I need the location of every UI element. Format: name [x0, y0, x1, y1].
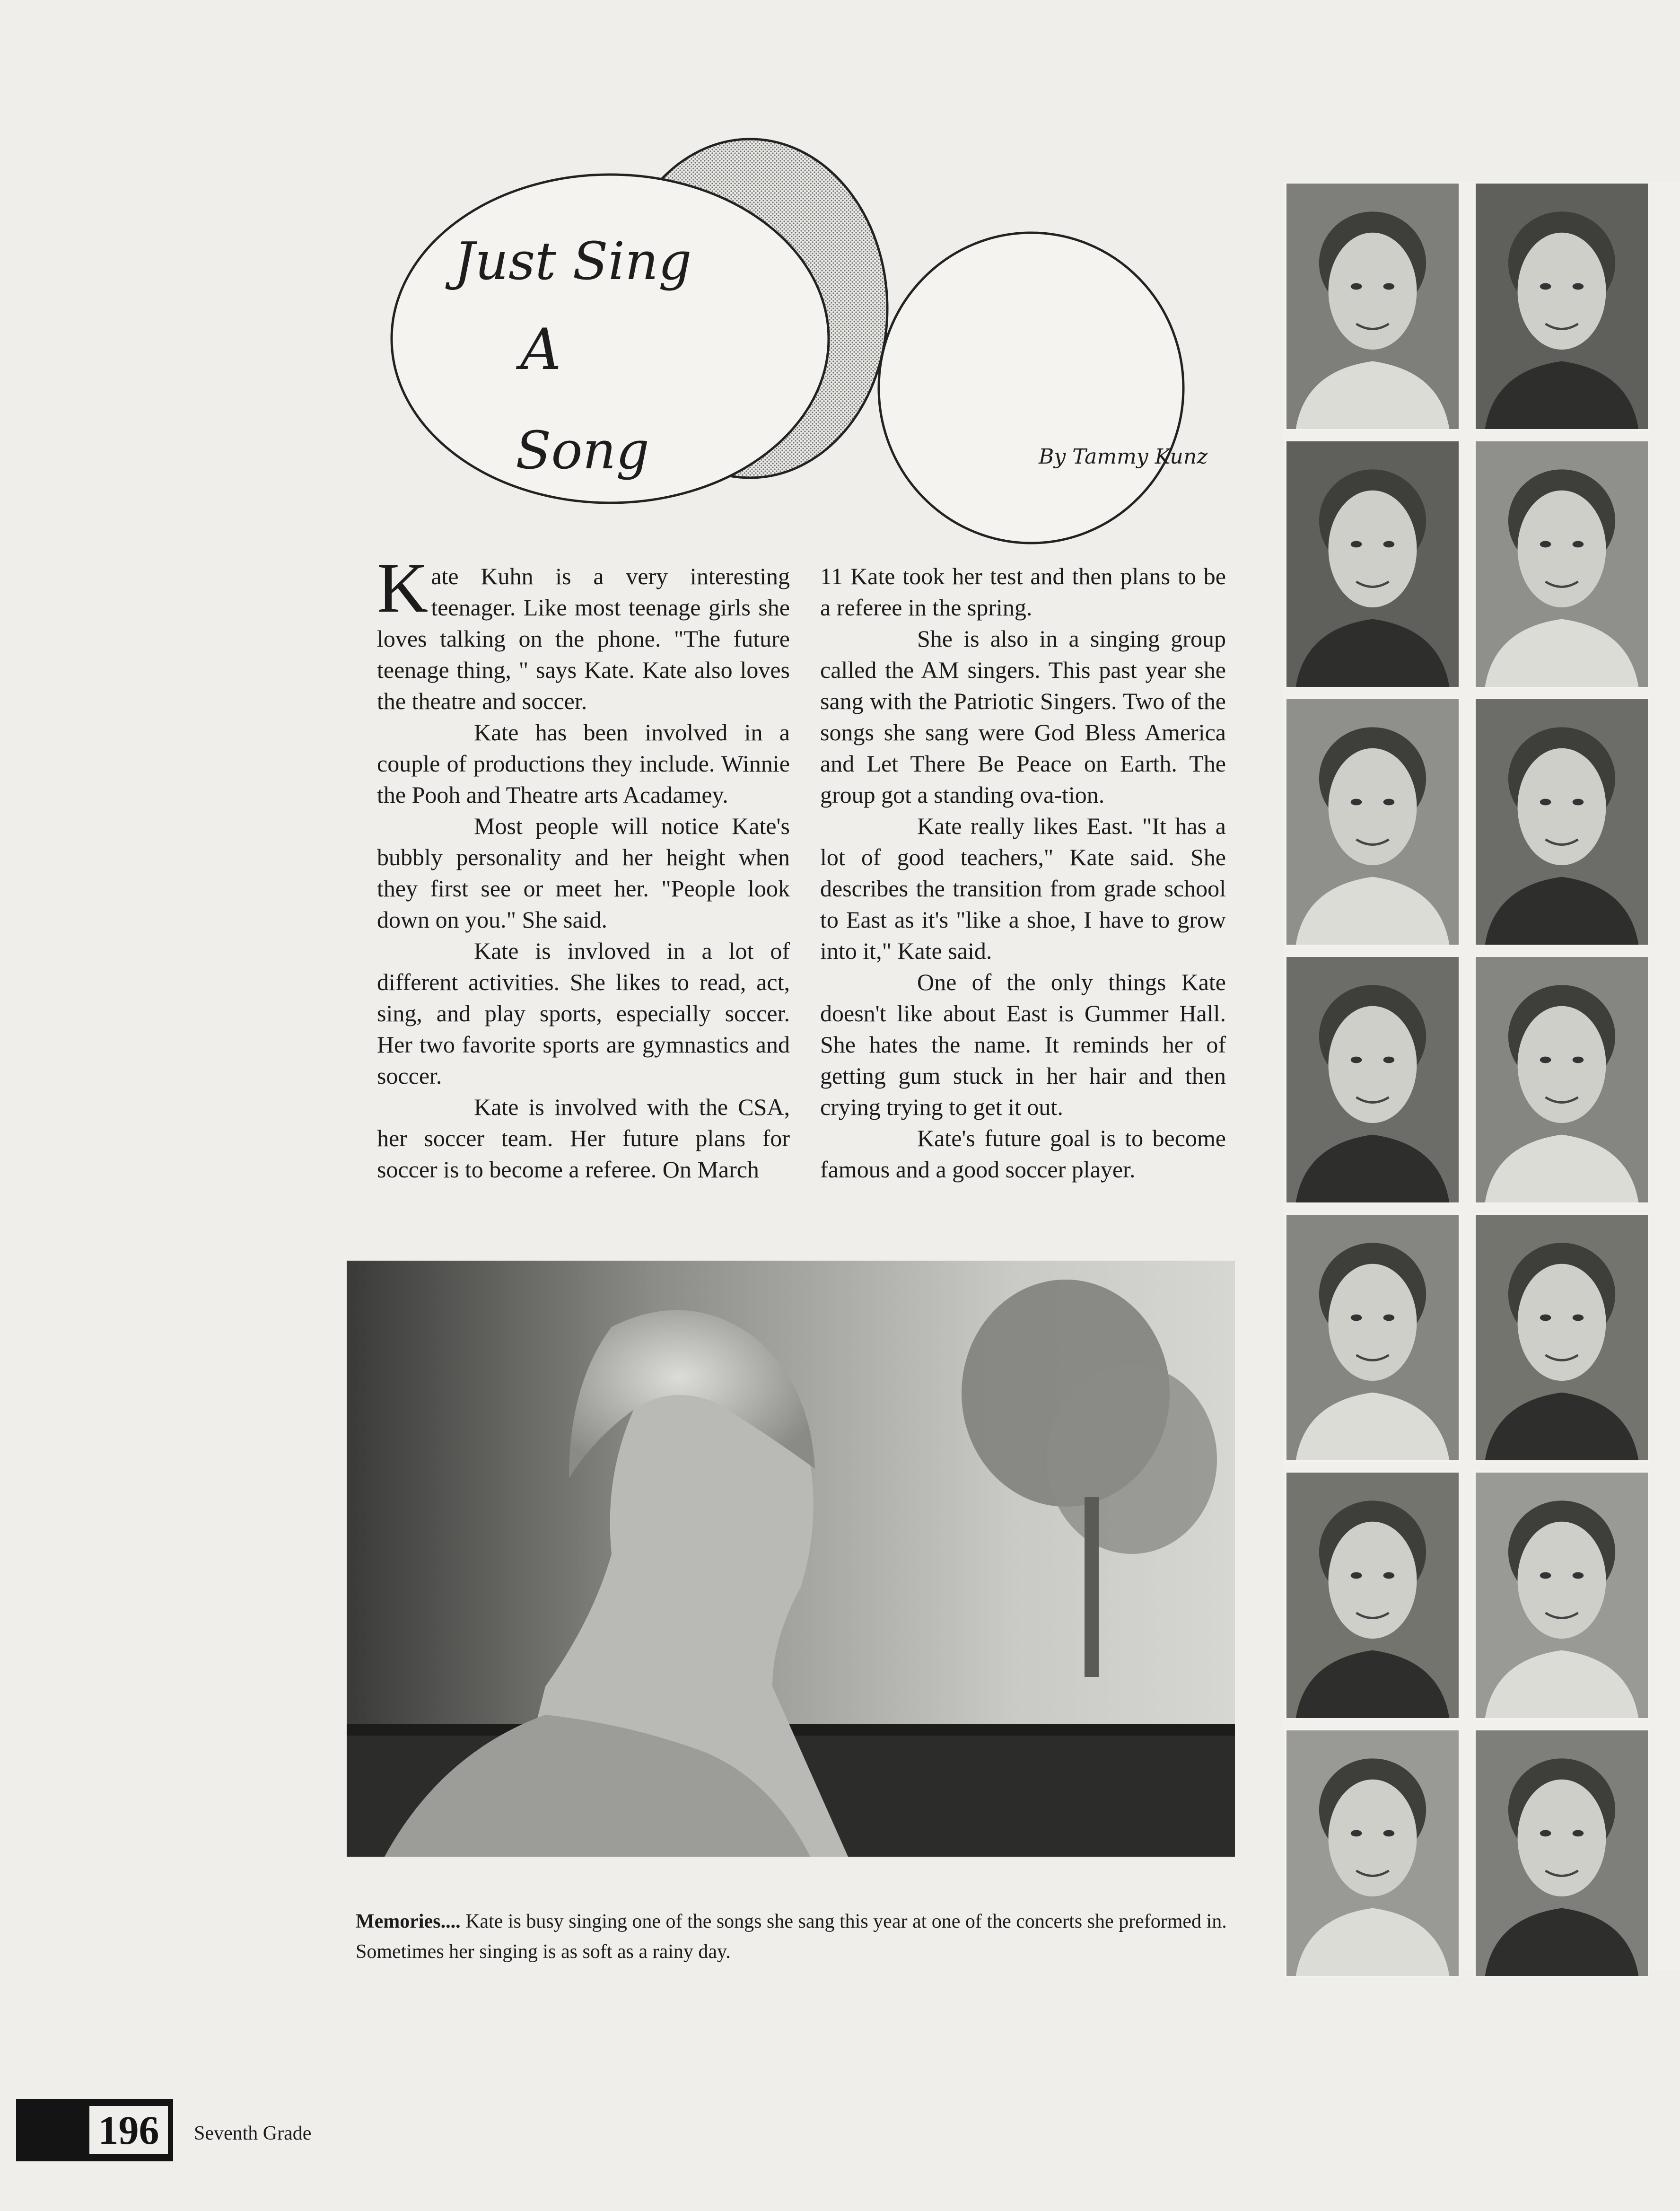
student-portrait: [1285, 1213, 1460, 1462]
page-number: 196: [87, 2104, 170, 2157]
paragraph: Kate is involved with the CSA, her soccer team. Her future plans for soccer is to become a referee. On March: [377, 1094, 790, 1183]
paragraph: One of the only things Kate doesn't like about East is Gummer Hall. She hates the name. It reminds her of getting gum stuck in her hair and then crying trying to get it out.: [820, 969, 1226, 1120]
student-portrait: [1474, 440, 1649, 688]
student-portrait: [1285, 956, 1460, 1204]
student-portrait: [1285, 182, 1460, 430]
title-graphic: [378, 137, 1239, 553]
paragraph: Kate's future goal is to become famous and a good soccer player.: [820, 1125, 1226, 1183]
paragraph: Kate really likes East. "It has a lot of good teachers," Kate said. She describes the transition from grade school to East as it's "like a shoe, I have to grow into it," Kate said.: [820, 813, 1226, 964]
feature-photo: [347, 1261, 1235, 1857]
student-portrait: [1285, 1729, 1460, 1977]
student-portrait: [1474, 1471, 1649, 1720]
title-line-1: Just Sing: [454, 231, 692, 291]
caption-text: Kate is busy singing one of the songs she sang this year at one of the concerts she preformed in. Sometimes her singing is as soft as a rainy day.: [356, 1911, 1227, 1963]
student-portrait: [1285, 440, 1460, 688]
caption-lead: Memories....: [356, 1911, 461, 1932]
student-portrait: [1474, 956, 1649, 1204]
portrait-strip: [1283, 182, 1680, 1970]
student-portrait: [1474, 1213, 1649, 1462]
article-column-1: [377, 549, 790, 1185]
paragraph: 11 Kate took her test and then plans to be a referee in the spring.: [820, 563, 1226, 621]
section-label: Seventh Grade: [194, 2123, 312, 2144]
student-portrait: [1474, 182, 1649, 430]
student-portrait: [1285, 698, 1460, 946]
paragraph: Most people will notice Kate's bubbly personality and her height when they first see or meet her. "People look down on you." She said.: [377, 813, 790, 933]
byline: By Tammy Kunz: [1039, 445, 1208, 469]
student-portrait: [1474, 698, 1649, 946]
title-line-3: Song: [516, 420, 649, 481]
paragraph: Kate Kuhn is a very interesting teenager. Like most teenage girls she loves talking on the phone. "The future teenage thing, " says Kate. Kate also loves the theatre and soccer.: [377, 549, 790, 714]
byline-circle: [879, 233, 1183, 543]
title-line-2: A: [520, 317, 561, 383]
student-portrait: [1285, 1471, 1460, 1720]
student-portrait: [1474, 1729, 1649, 1977]
paragraph: Kate has been involved in a couple of productions they include. Winnie the Pooh and Theatre arts Acadamey.: [377, 719, 790, 808]
paragraph: She is also in a singing group called the AM singers. This past year she sang with the Patriotic Singers. Two of the songs she sang were God Bless America and Let There Be Peace on Earth. The group got a standing ova-tion.: [820, 625, 1226, 808]
paragraph: Kate is invloved in a lot of different activities. She likes to read, act, sing, and play sports, especially soccer. Her two favorite sports are gymnastics and soccer.: [377, 938, 790, 1089]
drop-cap: K: [377, 549, 429, 627]
article-column-2: [820, 561, 1226, 1185]
photo-caption: [356, 1906, 1235, 1967]
page-number-block: [16, 2099, 173, 2161]
